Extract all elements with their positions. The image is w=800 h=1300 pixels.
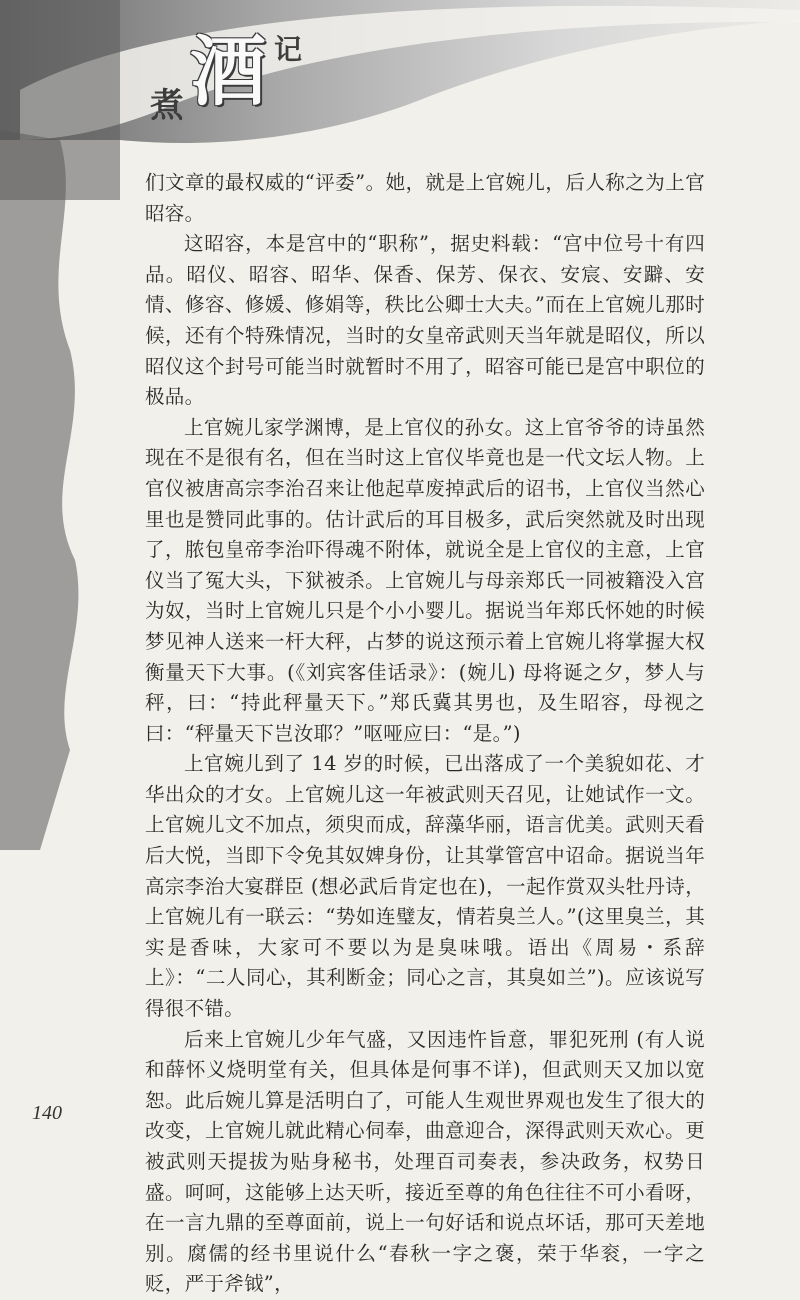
side-ink-shade [0, 130, 90, 850]
title-suffix-char: 记 [274, 33, 303, 66]
paragraph: 上官婉儿到了 14 岁的时候，已出落成了一个美貌如花、才华出众的才女。上官婉儿这一年被武则天召见，让她试作一文。上官婉儿文不加点，须臾而成，辞藻华丽，语言优美。武则天看后大悦，当即下令免其奴婢身份，让其掌管宫中诏命。据说当年高宗李治大宴群臣 (想必武后肯定也在)，一起作赏双头牡丹诗，上官婉儿有一联云：“势如连璧友，情若臭兰人。”(这里臭兰，其实是香味，大家可不要以为是臭味哦。语出《周易・系辞上》：“二人同心，其利断金；同心之言，其臭如兰”)。应该说写得很不错。 [145, 752, 705, 1021]
chapter-title [150, 28, 350, 128]
paragraph: 上官婉儿家学渊博，是上官仪的孙女。这上官爷爷的诗虽然现在不是很有名，但在当时这上官仪毕竟也是一代文坛人物。上官仪被唐高宗李治召来让他起草废掉武后的诏书，上官仪当然心里也是赞同此事的。估计武后的耳目极多，武后突然就及时出现了，脓包皇帝李治吓得魂不附体，就说全是上官仪的主意，上官仪当了冤大头，下狱被杀。上官婉儿与母亲郑氏一同被籍没入宫为奴，当时上官婉儿只是个小小婴儿。据说当年郑氏怀她的时候梦见神人送来一杆大秤，占梦的说这预示着上官婉儿将掌握大权衡量天下大事。(《刘宾客佳话录》：(婉儿) 母将诞之夕，梦人与秤，曰：“持此秤量天下。”郑氏冀其男也，及生昭容，母视之曰：“秤量天下岂汝耶？”呕哑应曰：“是。”) [145, 415, 705, 745]
title-small-char: 煮 [150, 86, 184, 126]
body-text [145, 168, 705, 1300]
paragraph: 后来上官婉儿少年气盛，又因违忤旨意，罪犯死刑 (有人说和薛怀义烧明堂有关，但具体是何事不详)，但武则天又加以宽恕。此后婉儿算是活明白了，可能人生观世界观也发生了很大的改变，上官婉儿就此精心伺奉，曲意迎合，深得武则天欢心。更被武则天提拔为贴身秘书，处理百司奏表，参决政务，权势日盛。呵呵，这能够上达天听，接近至尊的角色往往不可小看呀，在一言九鼎的至尊面前，说上一句好话和说点坏话，那可天差地别。腐儒的经书里说什么“春秋一字之褒，荣于华衮，一字之贬，严于斧钺”， [145, 1027, 705, 1296]
paragraph: 这昭容，本是宫中的“职称”，据史料载：“宫中位号十有四品。昭仪、昭容、昭华、保香、保芳、保衣、安宸、安躃、安情、修容、修媛、修娟等，秩比公卿士大夫。”而在上官婉儿那时候，还有个特殊情况，当时的女皇帝武则天当年就是昭仪，所以昭仪这个封号可能当时就暂时不用了，昭容可能已是宫中职位的极品。 [145, 232, 705, 409]
page-number: 140 [32, 1102, 62, 1124]
title-large-char: 酒 [190, 27, 266, 116]
paragraph: 们文章的最权威的“评委”。她，就是上官婉儿，后人称之为上官昭容。 [145, 171, 705, 225]
